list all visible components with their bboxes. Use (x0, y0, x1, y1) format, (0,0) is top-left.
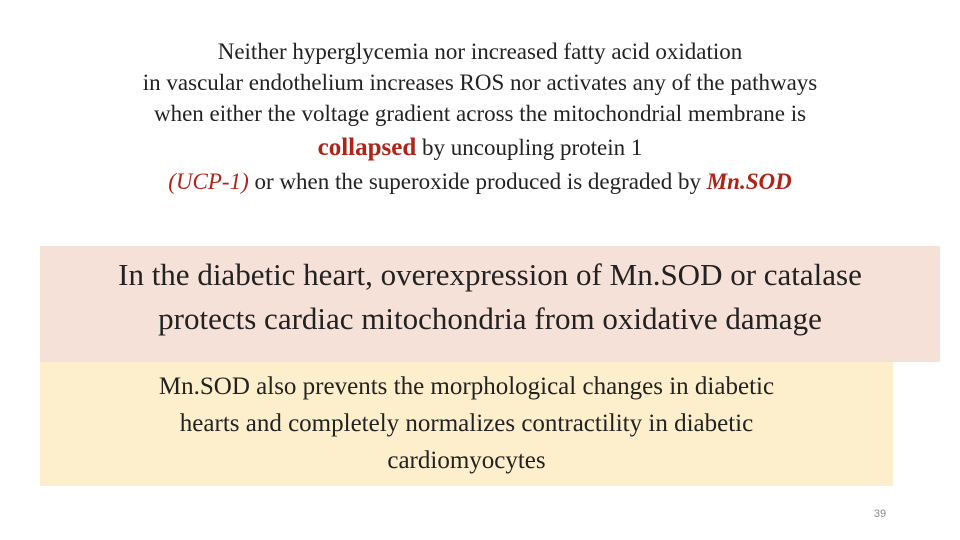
highlight-line-1: In the diabetic heart, overexpression of Mn.SOD or catalase (118, 257, 862, 292)
highlight-line-2: protects cardiac mitochondria from oxidative damage (158, 301, 822, 336)
note-line-2: hearts and completely normalizes contractility in diabetic (179, 410, 754, 437)
intro-line-4-rest: by uncoupling protein 1 (416, 135, 643, 160)
intro-line-1: Neither hyperglycemia nor increased fatty acid oxidation (217, 39, 743, 64)
ucp1-emphasis: (UCP-1) (168, 169, 249, 194)
intro-line-5-mid: or when the superoxide produced is degraded by (248, 169, 707, 194)
note-text (40, 368, 893, 479)
intro-line-5 (40, 166, 920, 197)
mnsod-emphasis: Mn.SOD (706, 169, 792, 194)
highlight-text (40, 253, 940, 341)
intro-line-2: in vascular endothelium increases ROS nor activates any of the pathways (142, 70, 818, 95)
intro-line-3: when either the voltage gradient across the mitochondrial membrane is (153, 101, 807, 126)
intro-line-4 (40, 129, 920, 166)
note-line-1: Mn.SOD also prevents the morphological changes in diabetic (158, 373, 775, 400)
note-line-3: cardiomyocytes (387, 447, 546, 474)
page-number: 39 (873, 508, 887, 520)
intro-paragraph (40, 36, 920, 197)
collapsed-emphasis: collapsed (317, 134, 417, 161)
